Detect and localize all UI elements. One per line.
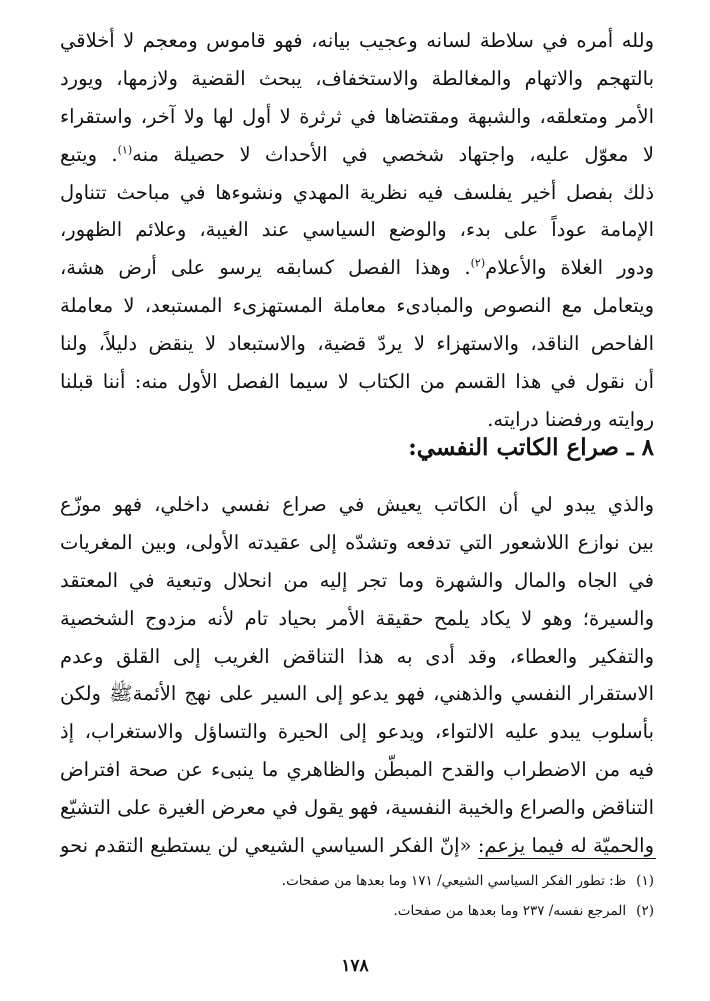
line-text: ودور الغلاة والأعلام <box>485 256 654 280</box>
text-line: فيه من الاضطراب والقدح المبطّن والظاهري ما ينبىء عن صحة افتراض <box>60 758 654 782</box>
text-line: الاستقرار النفسي والذهني، فهو يدعو إلى السير على نهج الأئمةﷺ ولكن <box>60 682 654 706</box>
text-line: الأمر ومتعلقه، والشبهة ومقتضاها في ثرثرة لا أول لها ولا آخر، واستقراء <box>60 104 654 128</box>
text-line: روايته ورفضنا درايته. <box>487 407 654 431</box>
text-line: ذلك بفصل أخير يفلسف فيه نظرية المهدي ونشوءها في مباحث تتناول <box>60 180 654 204</box>
paragraph-1 <box>60 22 654 439</box>
text-line: ولله أمره في سلاطة لسانه وعجيب بيانه، فهو قاموس ومعجم لا أخلاقي <box>60 29 654 52</box>
footnote-divider <box>478 858 656 859</box>
paragraph-2 <box>60 486 654 865</box>
footnote-ref-1: (١) <box>117 143 133 157</box>
line-text: لا معوّل عليه، واجتهاد شخصي في الأحداث لا حصيلة منه <box>132 142 654 166</box>
text-line: التناقض والصراع والخيبة النفسية، فهو يقول في معرض الغيرة على التشيّع <box>60 796 654 820</box>
footnote-text: ظ: تطور الفكر السياسي الشيعي/ ١٧١ وما بعدها من صفحات. <box>281 873 627 889</box>
text-line <box>60 136 654 174</box>
text-line: الإمامة عوداً على بدء، والوضع السياسي عند الغيبة، وعلائم الظهور، <box>60 218 654 242</box>
text-line: والتفكير والعطاء، وقد أدى به هذا التناقض الغريب إلى القلق وعدم <box>60 644 654 668</box>
text-line: والسيرة؛ وهو لا يكاد يلمح حقيقة الأمر بحياد تام لأنه مزدوج الشخصية <box>60 606 654 630</box>
text-line <box>60 249 654 287</box>
footnote-number: (١) <box>636 873 654 889</box>
text-line: ويتعامل مع النصوص والمبادىء معاملة المستهزىء المستبعد، لا معاملة <box>60 294 654 318</box>
section-heading: ٨ ـ صراع الكاتب النفسي: <box>408 434 654 461</box>
line-text: . ويتبع <box>60 142 118 166</box>
text-line: الفاحص الناقد، والاستهزاء لا يردّ قضية، والاستبعاد لا ينقض دليلاً، ولنا <box>60 332 654 356</box>
text-line: بين نوازع اللاشعور التي تدفعه وتشدّه إلى عقيدته الأولى، وبين المغريات <box>60 530 654 554</box>
text-line: بأسلوب يبدو عليه الالتواء، ويدعو إلى الحيرة والتساؤل والاستغراب، إذ <box>60 720 654 744</box>
footnote-text: المرجع نفسه/ ٢٣٧ وما بعدها من صفحات. <box>393 903 627 919</box>
text-line: أن نقول في هذا القسم من الكتاب لا سيما الفصل الأول منه: أننا قبلنا <box>60 370 654 394</box>
footnote-1 <box>282 872 654 890</box>
footnote-2 <box>394 902 655 920</box>
footnote-ref-2: (٢) <box>470 256 486 270</box>
footnote-number: (٢) <box>636 903 654 919</box>
line-text: . وهذا الفصل كسابقه يرسو على أرض هشة، <box>60 256 471 280</box>
text-line: بالتهجم والاتهام والمغالطة والاستخفاف، يبحث القضية ولازمها، ويورد <box>60 66 654 90</box>
text-line: والذي يبدو لي أن الكاتب يعيش في صراع نفسي داخلي، فهو موزّع <box>60 493 654 516</box>
page-number: ١٧٨ <box>341 956 369 976</box>
text-line: في الجاه والمال والشهرة وما تجر إليه من انحلال وتبعية في المعتقد <box>60 568 654 592</box>
text-line: والحميّة له فيما يزعم: «إنّ الفكر السياسي الشيعي لن يستطيع التقدم نحو <box>60 834 654 858</box>
